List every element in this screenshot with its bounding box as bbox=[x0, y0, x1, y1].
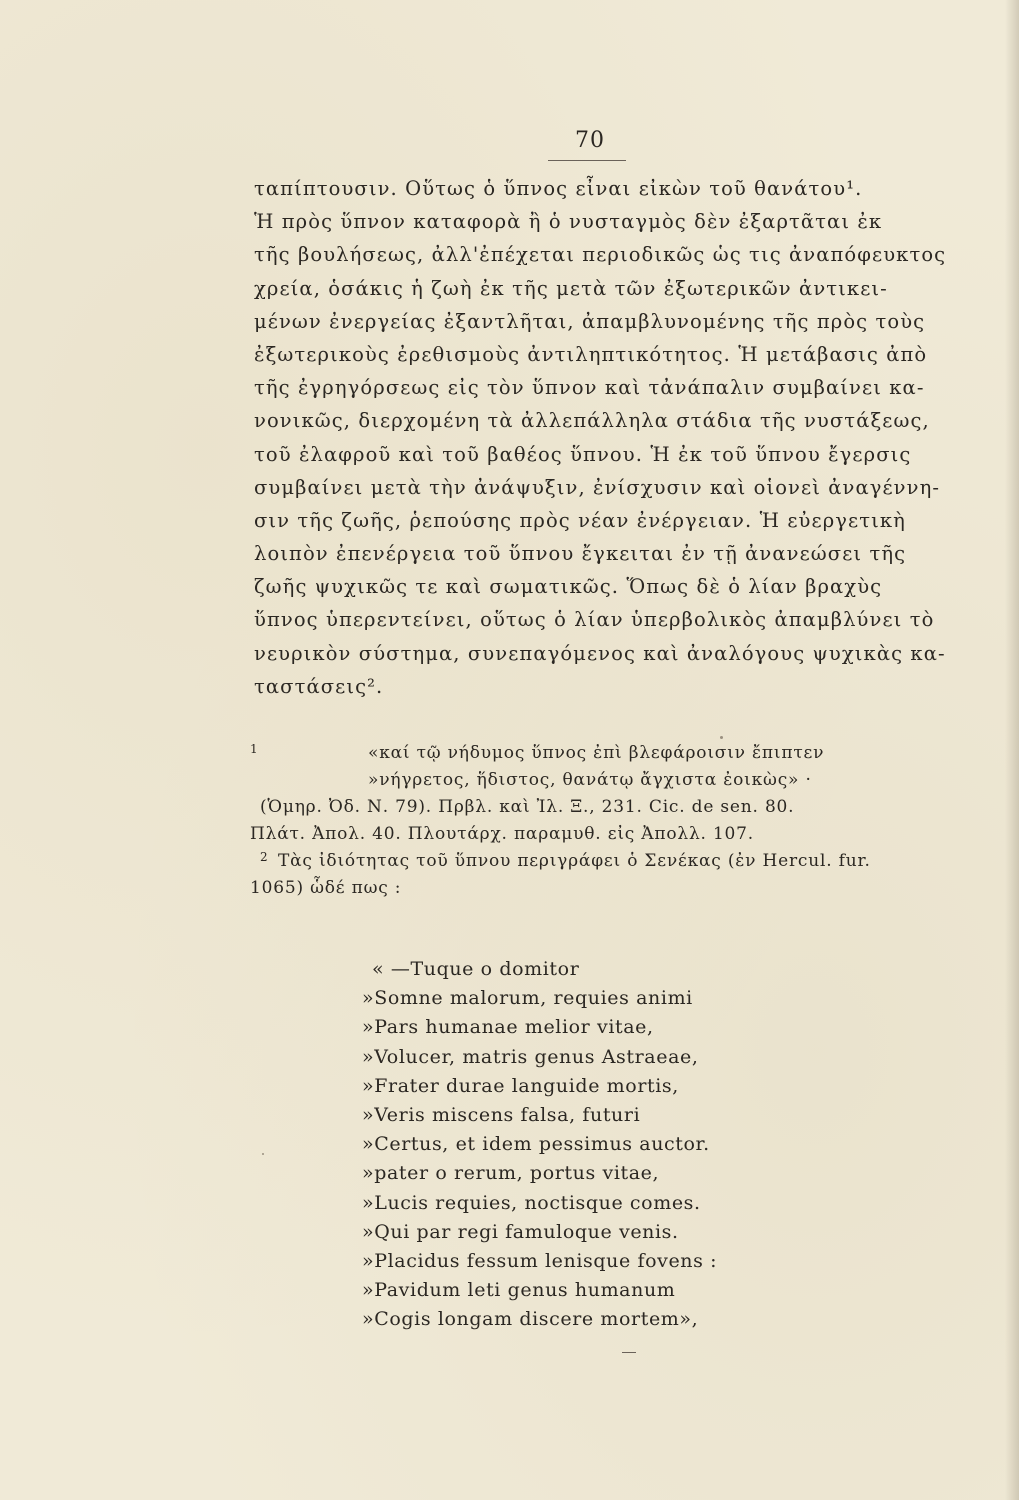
latin-verse-line: »Pars humanae melior vitae, bbox=[362, 1016, 654, 1039]
latin-verse-line: »Placidus fessum lenisque fovens : bbox=[362, 1249, 718, 1272]
page-edge-shadow bbox=[1005, 0, 1019, 1500]
latin-verse-line: »Qui par regi famuloque venis. bbox=[362, 1220, 679, 1243]
body-line: Ἡ πρὸς ὕπνον καταφορὰ ἢ ὁ νυσταγμὸς δὲν ἐξαρτᾶται ἐκ bbox=[254, 210, 883, 234]
body-line: ταπίπτουσιν. Οὕτως ὁ ὕπνος εἶναι εἰκὼν τοῦ θανάτου¹. bbox=[254, 177, 863, 200]
body-line: συμβαίνει μετὰ τὴν ἀνάψυξιν, ἐνίσχυσιν καὶ οἱονεὶ ἀναγέννη- bbox=[254, 475, 941, 499]
latin-verse-line: »Certus, et idem pessimus auctor. bbox=[362, 1133, 710, 1156]
latin-verse-line: »Pavidum leti genus humanum bbox=[362, 1279, 676, 1302]
paper-speck bbox=[720, 736, 723, 739]
body-line: ἐξωτερικοὺς ἐρεθισμοὺς ἀντιληπτικότητος. Ἡ μετάβασις ἀπὸ bbox=[254, 342, 928, 366]
footnote-2-line-2: 1065) ὧδέ πως : bbox=[250, 878, 402, 898]
latin-verse-line: »Volucer, matris genus Astraeae, bbox=[362, 1045, 699, 1068]
body-line: μένων ἐνεργείας ἐξαντλῆται, ἀπαμβλυνομένης τῆς πρὸς τοὺς bbox=[254, 309, 926, 333]
footnote-1-verse-2 bbox=[250, 767, 940, 794]
body-line: τῆς βουλήσεως, ἀλλ'ἐπέχεται περιοδικῶς ὡς τις ἀναπόφευκτος bbox=[254, 243, 947, 267]
body-line: χρεία, ὁσάκις ἡ ζωὴ ἐκ τῆς μετὰ τῶν ἐξωτερικῶν ἀντικει- bbox=[254, 276, 888, 300]
footnote-2-line-1-text: Τὰς ἰδιότητας τοῦ ὕπνου περιγράφει ὁ Σενέκας (ἐν Hercul. fur. bbox=[278, 851, 871, 871]
latin-verse-line: »Veris miscens falsa, futuri bbox=[362, 1103, 641, 1126]
footnote-1-verse-1-text: «καί τῷ νήδυμος ὕπνος ἐπὶ βλεφάροισιν ἔπιπτεν bbox=[368, 743, 825, 763]
footnote-1-reference-2: Πλάτ. Ἀπολ. 40. Πλουτάρχ. παραμυθ. εἰς Ἀπολλ. 107. bbox=[250, 824, 754, 844]
latin-verse-line: »Somne malorum, requies animi bbox=[362, 987, 693, 1010]
body-text bbox=[254, 172, 947, 703]
body-line: ζωῆς ψυχικῶς τε καὶ σωματικῶς. Ὅπως δὲ ὁ λίαν βραχὺς bbox=[254, 575, 883, 599]
latin-verse-line: »Lucis requies, noctisque comes. bbox=[362, 1191, 701, 1214]
footnote-2-marker: 2 bbox=[260, 850, 269, 864]
footnote-2-line-1 bbox=[250, 848, 940, 875]
footnotes bbox=[250, 740, 940, 902]
footnote-1-reference-1: (Ὁμηρ. Ὀδ. Ν. 79). Πρβλ. καὶ Ἰλ. Ξ., 231. Cic. de sen. 80. bbox=[260, 797, 795, 817]
paper-speck bbox=[262, 1153, 264, 1155]
body-line: νονικῶς, διερχομένη τὰ ἀλλεπάλληλα στάδια τῆς νυστάξεως, bbox=[254, 409, 930, 433]
body-line: ὕπνος ὑπερεντείνει, οὕτως ὁ λίαν ὑπερβολικὸς ἀπαμβλύνει τὸ bbox=[254, 608, 935, 632]
end-rule bbox=[622, 1352, 636, 1353]
body-line: ταστάσεις². bbox=[254, 674, 384, 698]
page-number-rule bbox=[548, 160, 626, 161]
latin-verse-line: »Frater durae languide mortis, bbox=[362, 1074, 679, 1097]
latin-verse-line: »Cogis longam discere mortem», bbox=[362, 1308, 699, 1331]
latin-verse-line: « —Tuque o domitor bbox=[372, 958, 580, 980]
body-line: σιν τῆς ζωῆς, ῥεπούσης πρὸς νέαν ἐνέργειαν. Ἡ εὐεργετικὴ bbox=[254, 508, 906, 532]
footnote-1-verse-1 bbox=[250, 740, 940, 767]
page-number: 70 bbox=[575, 128, 605, 153]
footnote-1-marker: 1 bbox=[250, 742, 259, 756]
latin-verse-line: »pater o rerum, portus vitae, bbox=[362, 1162, 660, 1185]
body-line: νευρικὸν σύστημα, συνεπαγόμενος καὶ ἀναλόγους ψυχικὰς κα- bbox=[254, 641, 946, 665]
body-line: τοῦ ἐλαφροῦ καὶ τοῦ βαθέος ὕπνου. Ἡ ἐκ τοῦ ὕπνου ἔγερσις bbox=[254, 442, 912, 466]
body-line: λοιπὸν ἐπενέργεια τοῦ ὕπνου ἔγκειται ἐν τῇ ἀνανεώσει τῆς bbox=[254, 542, 907, 566]
footnote-1-verse-2-text: »νήγρετος, ἥδιστος, θανάτῳ ἄγχιστα ἐοικὼς» · bbox=[368, 770, 812, 790]
body-line: τῆς ἐγρηγόρσεως εἰς τὸν ὕπνον καὶ τἀνάπαλιν συμβαίνει κα- bbox=[254, 376, 925, 400]
latin-verse-block bbox=[362, 955, 812, 1334]
